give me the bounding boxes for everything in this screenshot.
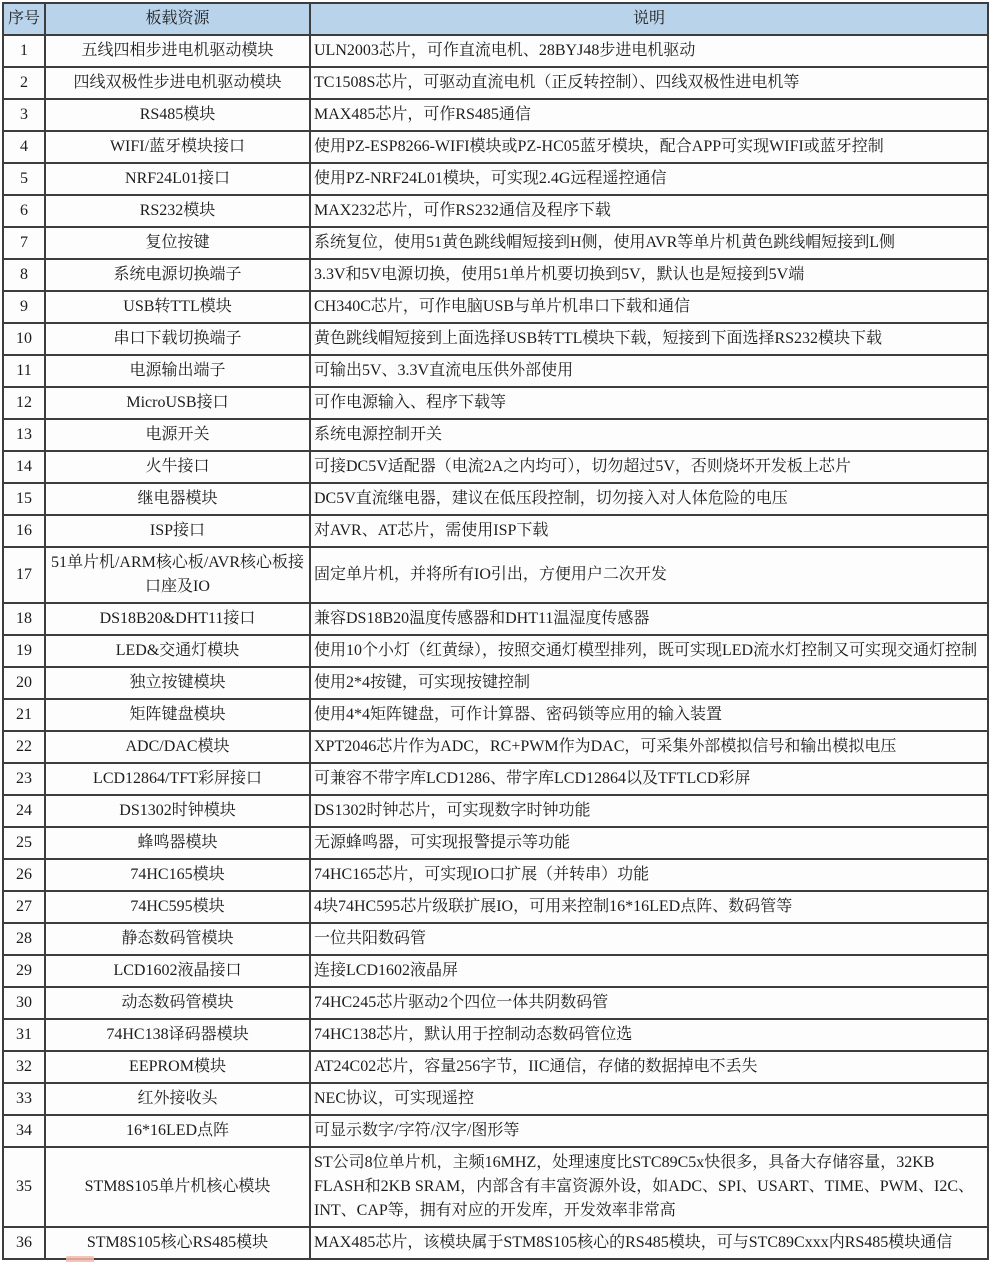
resource-cell: 串口下载切换端子 <box>45 323 310 355</box>
resource-cell: 16*16LED点阵 <box>45 1115 310 1147</box>
description-cell: 可接DC5V适配器（电流2A之内均可），切勿超过5V，否则烧坏开发板上芯片 <box>310 451 988 483</box>
description-cell: 可显示数字/字符/汉字/图形等 <box>310 1115 988 1147</box>
row-number-cell: 36 <box>3 1227 45 1259</box>
row-number-cell: 16 <box>3 515 45 547</box>
row-number-cell: 18 <box>3 603 45 635</box>
row-number-cell: 28 <box>3 923 45 955</box>
description-cell: 使用4*4矩阵键盘，可作计算器、密码锁等应用的输入装置 <box>310 699 988 731</box>
table-row <box>3 163 988 195</box>
row-number-cell: 1 <box>3 35 45 67</box>
resource-cell: 四线双极性步进电机驱动模块 <box>45 67 310 99</box>
row-number-cell: 23 <box>3 763 45 795</box>
description-cell: 对AVR、AT芯片，需使用ISP下载 <box>310 515 988 547</box>
table-row <box>3 451 988 483</box>
description-cell: ST公司8位单片机，主频16MHZ，处理速度比STC89C5x快很多，具备大存储容量，32KB FLASH和2KB SRAM，内部含有丰富资源外设，如ADC、SPI、USART、TIME、PWM、I2C、INT、CAP等，拥有对应的开发库，开发效率非常高 <box>310 1147 988 1227</box>
description-cell: 3.3V和5V电源切换，使用51单片机要切换到5V，默认也是短接到5V端 <box>310 259 988 291</box>
resource-cell: LCD1602液晶接口 <box>45 955 310 987</box>
table-row <box>3 667 988 699</box>
row-number-cell: 25 <box>3 827 45 859</box>
description-cell: 系统电源控制开关 <box>310 419 988 451</box>
resource-cell: 74HC138译码器模块 <box>45 1019 310 1051</box>
table-row <box>3 291 988 323</box>
table-row <box>3 515 988 547</box>
description-cell: 可输出5V、3.3V直流电压供外部使用 <box>310 355 988 387</box>
row-number-cell: 4 <box>3 131 45 163</box>
table-row <box>3 483 988 515</box>
resource-cell: 矩阵键盘模块 <box>45 699 310 731</box>
row-number-cell: 33 <box>3 1083 45 1115</box>
description-cell: AT24C02芯片，容量256字节，IIC通信，存储的数据掉电不丢失 <box>310 1051 988 1083</box>
column-header-description: 说明 <box>310 3 988 35</box>
resource-cell: LCD12864/TFT彩屏接口 <box>45 763 310 795</box>
row-number-cell: 9 <box>3 291 45 323</box>
resource-cell: EEPROM模块 <box>45 1051 310 1083</box>
table-row <box>3 99 988 131</box>
description-cell: 无源蜂鸣器，可实现报警提示等功能 <box>310 827 988 859</box>
description-cell: 可兼容不带字库LCD1286、带字库LCD12864以及TFTLCD彩屏 <box>310 763 988 795</box>
description-cell: DS1302时钟芯片，可实现数字时钟功能 <box>310 795 988 827</box>
description-cell: MAX485芯片，可作RS485通信 <box>310 99 988 131</box>
table-row <box>3 419 988 451</box>
description-cell: 固定单片机，并将所有IO引出，方便用户二次开发 <box>310 547 988 603</box>
table-row <box>3 763 988 795</box>
row-number-cell: 32 <box>3 1051 45 1083</box>
resource-cell: 51单片机/ARM核心板/AVR核心板接口座及IO <box>45 547 310 603</box>
resource-cell: 复位按键 <box>45 227 310 259</box>
table-row <box>3 1051 988 1083</box>
table-row <box>3 323 988 355</box>
table-row <box>3 923 988 955</box>
resource-cell: ADC/DAC模块 <box>45 731 310 763</box>
table-row <box>3 955 988 987</box>
resource-cell: 系统电源切换端子 <box>45 259 310 291</box>
row-number-cell: 24 <box>3 795 45 827</box>
row-number-cell: 17 <box>3 547 45 603</box>
resource-cell: MicroUSB接口 <box>45 387 310 419</box>
table-body <box>3 35 988 1259</box>
resource-cell: DS18B20&DHT11接口 <box>45 603 310 635</box>
description-cell: 一位共阳数码管 <box>310 923 988 955</box>
table-row <box>3 827 988 859</box>
resource-cell: STM8S105单片机核心模块 <box>45 1147 310 1227</box>
description-cell: TC1508S芯片，可驱动直流电机（正反转控制）、四线双极性进电机等 <box>310 67 988 99</box>
row-number-cell: 2 <box>3 67 45 99</box>
description-cell: 系统复位，使用51黄色跳线帽短接到H侧，使用AVR等单片机黄色跳线帽短接到L侧 <box>310 227 988 259</box>
row-number-cell: 20 <box>3 667 45 699</box>
description-cell: 黄色跳线帽短接到上面选择USB转TTL模块下载，短接到下面选择RS232模块下载 <box>310 323 988 355</box>
description-cell: MAX232芯片，可作RS232通信及程序下载 <box>310 195 988 227</box>
row-number-cell: 12 <box>3 387 45 419</box>
table-row <box>3 355 988 387</box>
description-cell: 使用PZ-NRF24L01模块，可实现2.4G远程遥控通信 <box>310 163 988 195</box>
description-cell: 使用2*4按键，可实现按键控制 <box>310 667 988 699</box>
table-row <box>3 987 988 1019</box>
table-header-row <box>3 3 988 35</box>
table-row <box>3 1115 988 1147</box>
row-number-cell: 35 <box>3 1147 45 1227</box>
resource-cell: RS232模块 <box>45 195 310 227</box>
row-number-cell: 19 <box>3 635 45 667</box>
table-row <box>3 67 988 99</box>
resource-cell: 独立按键模块 <box>45 667 310 699</box>
description-cell: ULN2003芯片，可作直流电机、28BYJ48步进电机驱动 <box>310 35 988 67</box>
resource-cell: 继电器模块 <box>45 483 310 515</box>
row-number-cell: 21 <box>3 699 45 731</box>
table-row <box>3 1019 988 1051</box>
resource-cell: ISP接口 <box>45 515 310 547</box>
column-header-resource: 板载资源 <box>45 3 310 35</box>
row-number-cell: 29 <box>3 955 45 987</box>
table-row <box>3 227 988 259</box>
row-number-cell: 27 <box>3 891 45 923</box>
description-cell: XPT2046芯片作为ADC，RC+PWM作为DAC，可采集外部模拟信号和输出模拟电压 <box>310 731 988 763</box>
table-row <box>3 131 988 163</box>
resource-cell: 电源开关 <box>45 419 310 451</box>
row-number-cell: 11 <box>3 355 45 387</box>
table-row <box>3 795 988 827</box>
resource-cell: 红外接收头 <box>45 1083 310 1115</box>
row-number-cell: 26 <box>3 859 45 891</box>
description-cell: 使用PZ-ESP8266-WIFI模块或PZ-HC05蓝牙模块，配合APP可实现WIFI或蓝牙控制 <box>310 131 988 163</box>
resource-cell: WIFI/蓝牙模块接口 <box>45 131 310 163</box>
table-row <box>3 1147 988 1227</box>
table-row <box>3 259 988 291</box>
description-cell: 4块74HC595芯片级联扩展IO，可用来控制16*16LED点阵、数码管等 <box>310 891 988 923</box>
resource-cell: LED&交通灯模块 <box>45 635 310 667</box>
resource-cell: 动态数码管模块 <box>45 987 310 1019</box>
row-number-cell: 5 <box>3 163 45 195</box>
table-row <box>3 859 988 891</box>
table-row <box>3 1083 988 1115</box>
description-cell: CH340C芯片，可作电脑USB与单片机串口下载和通信 <box>310 291 988 323</box>
row-number-cell: 34 <box>3 1115 45 1147</box>
table-row <box>3 547 988 603</box>
description-cell: 74HC245芯片驱动2个四位一体共阴数码管 <box>310 987 988 1019</box>
description-cell: 连接LCD1602液晶屏 <box>310 955 988 987</box>
row-number-cell: 10 <box>3 323 45 355</box>
table-row <box>3 891 988 923</box>
description-cell: 74HC138芯片，默认用于控制动态数码管位选 <box>310 1019 988 1051</box>
column-header-number: 序号 <box>3 3 45 35</box>
resource-cell: 五线四相步进电机驱动模块 <box>45 35 310 67</box>
resource-cell: RS485模块 <box>45 99 310 131</box>
board-resources-table <box>2 2 989 1260</box>
row-number-cell: 3 <box>3 99 45 131</box>
resource-cell: 74HC595模块 <box>45 891 310 923</box>
table-row <box>3 603 988 635</box>
resource-cell: USB转TTL模块 <box>45 291 310 323</box>
description-cell: 兼容DS18B20温度传感器和DHT11温湿度传感器 <box>310 603 988 635</box>
table-row <box>3 635 988 667</box>
description-cell: MAX485芯片，该模块属于STM8S105核心的RS485模块，可与STC89Cxxx内RS485模块通信 <box>310 1227 988 1259</box>
resource-cell: 电源输出端子 <box>45 355 310 387</box>
row-number-cell: 6 <box>3 195 45 227</box>
table-row <box>3 195 988 227</box>
row-number-cell: 15 <box>3 483 45 515</box>
description-cell: 74HC165芯片，可实现IO口扩展（并转串）功能 <box>310 859 988 891</box>
resource-cell: STM8S105核心RS485模块 <box>45 1227 310 1259</box>
row-number-cell: 14 <box>3 451 45 483</box>
description-cell: NEC协议，可实现遥控 <box>310 1083 988 1115</box>
table-row <box>3 35 988 67</box>
table-header <box>3 3 988 35</box>
row-number-cell: 30 <box>3 987 45 1019</box>
row-number-cell: 31 <box>3 1019 45 1051</box>
description-cell: 可作电源输入、程序下载等 <box>310 387 988 419</box>
table-row <box>3 1227 988 1259</box>
scan-artifact <box>66 1256 94 1262</box>
row-number-cell: 8 <box>3 259 45 291</box>
description-cell: DC5V直流继电器，建议在低压段控制，切勿接入对人体危险的电压 <box>310 483 988 515</box>
resource-cell: 火牛接口 <box>45 451 310 483</box>
table-row <box>3 731 988 763</box>
resource-cell: DS1302时钟模块 <box>45 795 310 827</box>
table-row <box>3 699 988 731</box>
row-number-cell: 13 <box>3 419 45 451</box>
resource-cell: NRF24L01接口 <box>45 163 310 195</box>
resource-cell: 蜂鸣器模块 <box>45 827 310 859</box>
table-row <box>3 387 988 419</box>
description-cell: 使用10个小灯（红黄绿），按照交通灯模型排列，既可实现LED流水灯控制又可实现交通灯控制 <box>310 635 988 667</box>
row-number-cell: 7 <box>3 227 45 259</box>
row-number-cell: 22 <box>3 731 45 763</box>
resource-cell: 静态数码管模块 <box>45 923 310 955</box>
resource-cell: 74HC165模块 <box>45 859 310 891</box>
